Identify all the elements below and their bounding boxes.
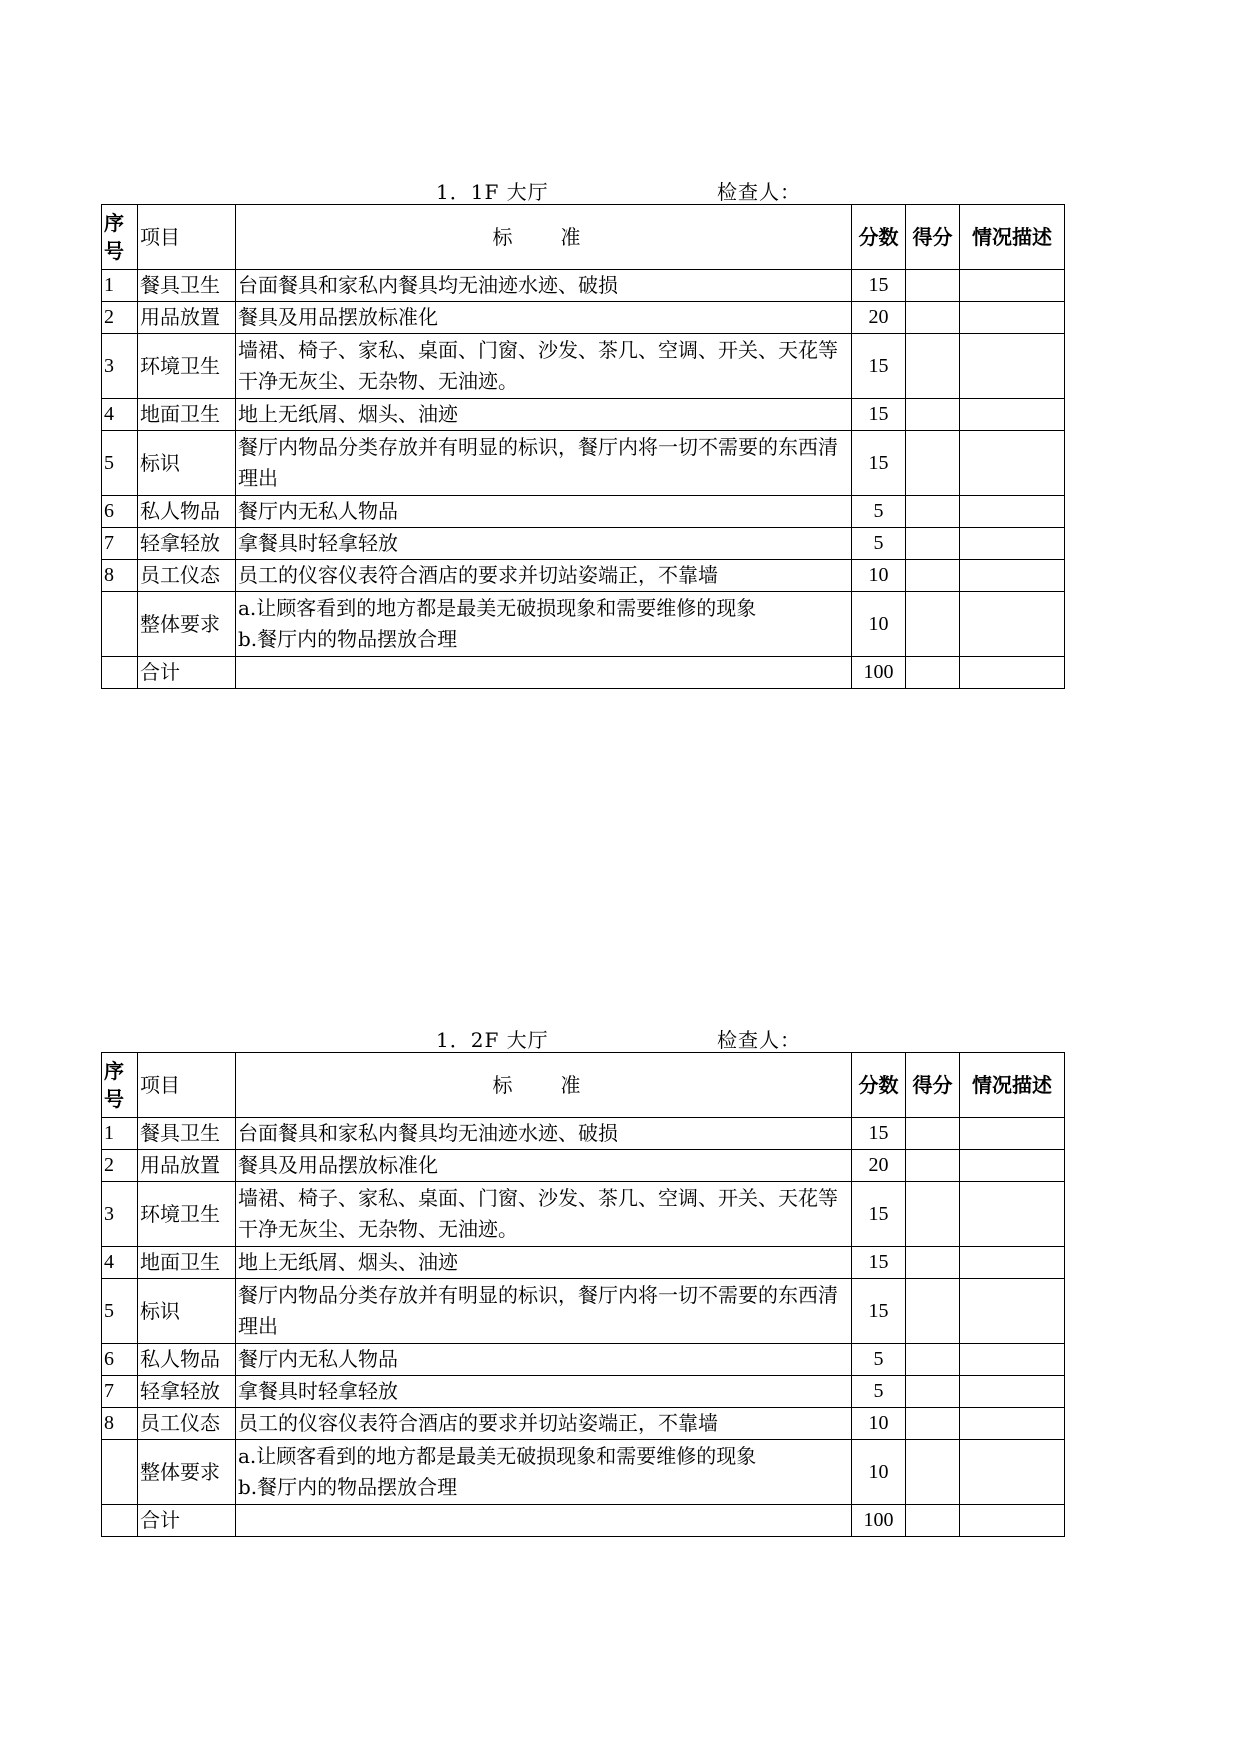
cell-standard: 墙裙、椅子、家私、桌面、门窗、沙发、茶几、空调、开关、天花等干净无灰尘、无杂物、无油迹。 — [236, 334, 852, 399]
cell-got[interactable] — [906, 1182, 960, 1247]
cell-got[interactable] — [906, 657, 960, 689]
cell-got[interactable] — [906, 528, 960, 560]
cell-item: 用品放置 — [138, 1150, 236, 1182]
cell-score: 20 — [852, 1150, 906, 1182]
inspection-section-2f — [101, 1020, 1064, 1537]
header-no: 序号 — [102, 205, 138, 270]
standard-line-b: b.餐厅内的物品摆放合理 — [238, 1475, 458, 1499]
cell-desc[interactable] — [960, 592, 1065, 657]
cell-item: 标识 — [138, 431, 236, 496]
cell-desc[interactable] — [960, 1505, 1065, 1537]
cell-desc[interactable] — [960, 1344, 1065, 1376]
cell-item: 私人物品 — [138, 1344, 236, 1376]
table-row — [102, 302, 1065, 334]
cell-desc[interactable] — [960, 496, 1065, 528]
table-row — [102, 270, 1065, 302]
cell-score: 10 — [852, 592, 906, 657]
cell-no: 2 — [102, 302, 138, 334]
cell-desc[interactable] — [960, 528, 1065, 560]
table-row — [102, 1247, 1065, 1279]
cell-item: 地面卫生 — [138, 399, 236, 431]
cell-standard — [236, 1505, 852, 1537]
cell-desc[interactable] — [960, 1182, 1065, 1247]
cell-got[interactable] — [906, 1150, 960, 1182]
cell-standard: 墙裙、椅子、家私、桌面、门窗、沙发、茶几、空调、开关、天花等干净无灰尘、无杂物、无油迹。 — [236, 1182, 852, 1247]
cell-score: 10 — [852, 1408, 906, 1440]
cell-item: 整体要求 — [138, 1440, 236, 1505]
cell-got[interactable] — [906, 1408, 960, 1440]
cell-score: 5 — [852, 1376, 906, 1408]
section-heading — [101, 1020, 1064, 1052]
table-total-row — [102, 657, 1065, 689]
cell-score: 15 — [852, 399, 906, 431]
table-row — [102, 496, 1065, 528]
cell-score: 5 — [852, 528, 906, 560]
cell-desc[interactable] — [960, 1376, 1065, 1408]
cell-score: 100 — [852, 657, 906, 689]
header-item: 项目 — [138, 1053, 236, 1118]
cell-no: 1 — [102, 1118, 138, 1150]
cell-standard: 餐厅内无私人物品 — [236, 1344, 852, 1376]
cell-desc[interactable] — [960, 1408, 1065, 1440]
cell-desc[interactable] — [960, 1440, 1065, 1505]
table-row — [102, 560, 1065, 592]
cell-standard — [236, 592, 852, 657]
cell-desc[interactable] — [960, 431, 1065, 496]
cell-item: 轻拿轻放 — [138, 528, 236, 560]
header-standard: 标 准 — [236, 205, 852, 270]
cell-got[interactable] — [906, 1247, 960, 1279]
cell-item: 合计 — [138, 1505, 236, 1537]
cell-no: 3 — [102, 334, 138, 399]
section-title: 1．2F 大厅 — [436, 1028, 549, 1052]
cell-standard: 地上无纸屑、烟头、油迹 — [236, 399, 852, 431]
cell-no — [102, 657, 138, 689]
cell-item: 餐具卫生 — [138, 270, 236, 302]
table-row — [102, 334, 1065, 399]
table-header-row — [102, 1053, 1065, 1118]
cell-item: 私人物品 — [138, 496, 236, 528]
cell-no: 6 — [102, 1344, 138, 1376]
cell-desc[interactable] — [960, 302, 1065, 334]
header-item: 项目 — [138, 205, 236, 270]
cell-item: 标识 — [138, 1279, 236, 1344]
table-header-row — [102, 205, 1065, 270]
table-row — [102, 431, 1065, 496]
header-got: 得分 — [906, 205, 960, 270]
inspection-table — [101, 1052, 1065, 1537]
cell-no — [102, 1505, 138, 1537]
cell-score: 20 — [852, 302, 906, 334]
cell-no: 5 — [102, 1279, 138, 1344]
table-row — [102, 1150, 1065, 1182]
cell-got[interactable] — [906, 496, 960, 528]
cell-score: 15 — [852, 1182, 906, 1247]
cell-got[interactable] — [906, 431, 960, 496]
cell-no: 7 — [102, 528, 138, 560]
cell-score: 15 — [852, 334, 906, 399]
cell-no: 6 — [102, 496, 138, 528]
standard-line-a: a.让顾客看到的地方都是最美无破损现象和需要维修的现象 — [238, 1444, 757, 1468]
standard-line-b: b.餐厅内的物品摆放合理 — [238, 627, 458, 651]
cell-desc[interactable] — [960, 1279, 1065, 1344]
cell-item: 餐具卫生 — [138, 1118, 236, 1150]
cell-score: 15 — [852, 431, 906, 496]
cell-item: 环境卫生 — [138, 334, 236, 399]
cell-standard: 台面餐具和家私内餐具均无油迹水迹、破损 — [236, 270, 852, 302]
cell-standard: 地上无纸屑、烟头、油迹 — [236, 1247, 852, 1279]
cell-standard: 员工的仪容仪表符合酒店的要求并切站姿端正，不靠墙 — [236, 1408, 852, 1440]
cell-standard — [236, 1440, 852, 1505]
cell-got[interactable] — [906, 592, 960, 657]
cell-item: 轻拿轻放 — [138, 1376, 236, 1408]
standard-line-a: a.让顾客看到的地方都是最美无破损现象和需要维修的现象 — [238, 596, 757, 620]
cell-desc[interactable] — [960, 1150, 1065, 1182]
cell-no: 4 — [102, 1247, 138, 1279]
cell-no: 2 — [102, 1150, 138, 1182]
inspector-label: 检查人： — [717, 1028, 801, 1052]
cell-score: 15 — [852, 270, 906, 302]
header-no: 序号 — [102, 1053, 138, 1118]
header-standard: 标 准 — [236, 1053, 852, 1118]
cell-desc[interactable] — [960, 270, 1065, 302]
cell-standard: 员工的仪容仪表符合酒店的要求并切站姿端正，不靠墙 — [236, 560, 852, 592]
cell-no: 3 — [102, 1182, 138, 1247]
cell-no: 8 — [102, 560, 138, 592]
table-total-row — [102, 1505, 1065, 1537]
cell-score: 5 — [852, 496, 906, 528]
cell-desc[interactable] — [960, 334, 1065, 399]
cell-no: 8 — [102, 1408, 138, 1440]
cell-desc[interactable] — [960, 560, 1065, 592]
table-row — [102, 1376, 1065, 1408]
header-score: 分数 — [852, 1053, 906, 1118]
cell-standard: 拿餐具时轻拿轻放 — [236, 1376, 852, 1408]
cell-score: 10 — [852, 1440, 906, 1505]
inspection-section-1f — [101, 172, 1064, 689]
cell-score: 100 — [852, 1505, 906, 1537]
cell-standard: 餐具及用品摆放标准化 — [236, 302, 852, 334]
table-row — [102, 1182, 1065, 1247]
cell-no — [102, 1440, 138, 1505]
cell-desc[interactable] — [960, 399, 1065, 431]
table-row — [102, 399, 1065, 431]
table-row — [102, 1279, 1065, 1344]
cell-desc[interactable] — [960, 1247, 1065, 1279]
cell-item: 员工仪态 — [138, 1408, 236, 1440]
cell-score: 10 — [852, 560, 906, 592]
cell-score: 15 — [852, 1279, 906, 1344]
cell-got[interactable] — [906, 302, 960, 334]
cell-standard: 餐具及用品摆放标准化 — [236, 1150, 852, 1182]
header-desc: 情况描述 — [960, 1053, 1065, 1118]
cell-standard: 台面餐具和家私内餐具均无油迹水迹、破损 — [236, 1118, 852, 1150]
table-row — [102, 592, 1065, 657]
header-desc: 情况描述 — [960, 205, 1065, 270]
cell-got[interactable] — [906, 334, 960, 399]
header-score: 分数 — [852, 205, 906, 270]
cell-no: 5 — [102, 431, 138, 496]
table-row — [102, 1440, 1065, 1505]
cell-standard: 餐厅内物品分类存放并有明显的标识，餐厅内将一切不需要的东西清理出 — [236, 431, 852, 496]
cell-no — [102, 592, 138, 657]
cell-got[interactable] — [906, 399, 960, 431]
cell-item: 整体要求 — [138, 592, 236, 657]
cell-got[interactable] — [906, 1344, 960, 1376]
cell-item: 用品放置 — [138, 302, 236, 334]
cell-got[interactable] — [906, 1376, 960, 1408]
cell-got[interactable] — [906, 1279, 960, 1344]
cell-desc[interactable] — [960, 1118, 1065, 1150]
cell-got[interactable] — [906, 1505, 960, 1537]
table-row — [102, 528, 1065, 560]
cell-standard: 拿餐具时轻拿轻放 — [236, 528, 852, 560]
cell-got[interactable] — [906, 270, 960, 302]
inspection-table — [101, 204, 1065, 689]
cell-standard: 餐厅内无私人物品 — [236, 496, 852, 528]
cell-score: 15 — [852, 1118, 906, 1150]
inspector-label: 检查人： — [717, 180, 801, 204]
section-title: 1．1F 大厅 — [436, 180, 549, 204]
cell-no: 7 — [102, 1376, 138, 1408]
section-heading — [101, 172, 1064, 204]
cell-standard: 餐厅内物品分类存放并有明显的标识，餐厅内将一切不需要的东西清理出 — [236, 1279, 852, 1344]
cell-desc[interactable] — [960, 657, 1065, 689]
cell-no: 4 — [102, 399, 138, 431]
cell-item: 环境卫生 — [138, 1182, 236, 1247]
table-row — [102, 1408, 1065, 1440]
cell-item: 合计 — [138, 657, 236, 689]
cell-got[interactable] — [906, 560, 960, 592]
table-row — [102, 1344, 1065, 1376]
cell-got[interactable] — [906, 1118, 960, 1150]
header-got: 得分 — [906, 1053, 960, 1118]
cell-item: 地面卫生 — [138, 1247, 236, 1279]
cell-got[interactable] — [906, 1440, 960, 1505]
cell-score: 15 — [852, 1247, 906, 1279]
cell-score: 5 — [852, 1344, 906, 1376]
table-row — [102, 1118, 1065, 1150]
cell-item: 员工仪态 — [138, 560, 236, 592]
cell-no: 1 — [102, 270, 138, 302]
cell-standard — [236, 657, 852, 689]
